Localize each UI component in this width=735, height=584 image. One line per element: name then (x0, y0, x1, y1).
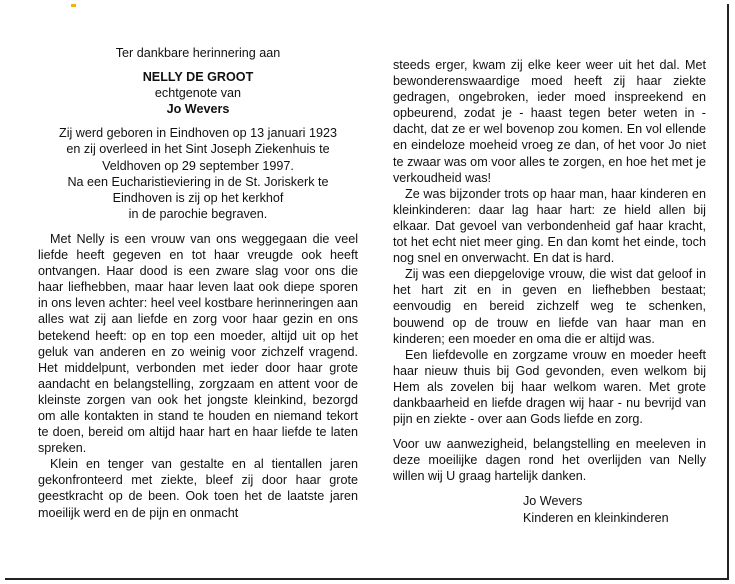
body-paragraph: Zij was een diepgelovige vrouw, die wist dat geloof in het hart zit en in geven en liefhebben bestaat; eenvoudig en bereid zichzelf weg te schenken, bouwend op de trouw en liefde van haar man en kinderen; een moeder en oma die er altijd was. (393, 267, 706, 346)
details-line: en zij overleed in het Sint Joseph Ziekenhuis te (66, 142, 330, 157)
details-line: Eindhoven is zij op het kerkhof (112, 190, 284, 205)
body-paragraph: steeds erger, kwam zij elke keer weer uit het dal. Met bewonderenswaardige moed heeft zij haar ziekte gedragen, ongebroken, ieder moed inspreekend en opbeurend, zodat je - haast tegen beter weten in - dacht, dat ze er wel bovenop zou komen. En vol ellende en eindeloze moeheid vroeg ze dan, of het voor Jo niet te zwaar was om voor alles te zorgen, en hoe het met je verkoudheid was! (393, 58, 706, 185)
details-line: in de parochie begraven. (128, 206, 268, 221)
body-paragraph: Met Nelly is een vrouw van ons weggegaan die veel liefde heeft gegeven en tot haar vreugde ook heeft ontvangen. Haar dood is een zware slag voor ons die haar liefhebben, maar haar leven laat ook diepe sporen in ons leven achter: heel veel kostbare herinneringen aan alles wat zij aan liefde en zorg voor haar gezin en ons betekend heeft: op en top een moeder, altijd uit op het geluk van anderen en zo weinig voor zichzelf vragend. Het middelpunt, verbonden met ieder door haar grote aandacht en belangstelling, zorgzaam en attent voor de kleinste zorgen van ook het jongste kleinkind, bezorgd om alle kontakten in stand te houden en niemand tekort te doen, bereid om altijd haar hart en haar liefde te laten spreken. (38, 231, 358, 456)
relation-text: echtgenote van (154, 86, 242, 101)
signature-block (393, 493, 706, 525)
spouse-name: Jo Wevers (166, 102, 230, 117)
details-line: Zij werd geboren in Eindhoven op 13 januari 1923 (59, 126, 337, 141)
body-paragraph: Ze was bijzonder trots op haar man, haar kinderen en kleinkinderen: daar lag haar hart: ze hield allen bij elkaar. Dat gevoel van verbondenheid gaf haar kracht, tot het echt niet meer ging. En dan komt het einde, toch nog snel en onverwacht. En dat is hard. (393, 186, 706, 266)
deceased-name: NELLY DE GROOT (142, 70, 254, 85)
right-column (393, 57, 706, 526)
signature-family: Kinderen en kleinkinderen (523, 510, 669, 525)
body-paragraph: Een liefdevolle en zorgzame vrouw en moeder heeft haar nieuw thuis bij God gevonden, even welkom bij Hem als zovelen bij haar welkom waren. Met grote dankbaarheid en liefde dragen wij haar - nu bevrijd van pijn en ziekte - over aan Gods liefde en zorg. (393, 347, 706, 427)
body-paragraph: Klein en tenger van gestalte en al tientallen jaren gekonfronteerd met ziekte, bleef zij door haar grote geestkracht op de been. Ook toen het de laatste jaren moeilijk werd en de pijn en onmacht (38, 457, 358, 520)
card-edge-bottom (5, 578, 729, 580)
left-column (38, 45, 358, 521)
intro-text: Ter dankbare herinnering aan (115, 46, 281, 60)
closing-paragraph: Voor uw aanwezigheid, belangstelling en meeleven in deze moeilijke dagen rond het overlijden van Nelly willen wij U graag hartelijk danken. (393, 437, 706, 484)
details-line: Na een Eucharistieviering in de St. Joriskerk te (67, 174, 329, 189)
signature-name: Jo Wevers (523, 494, 583, 509)
corner-mark (71, 4, 76, 7)
memorial-card (5, 4, 729, 580)
details-line: Veldhoven op 29 september 1997. (102, 158, 294, 173)
card-edge-right (727, 4, 729, 580)
